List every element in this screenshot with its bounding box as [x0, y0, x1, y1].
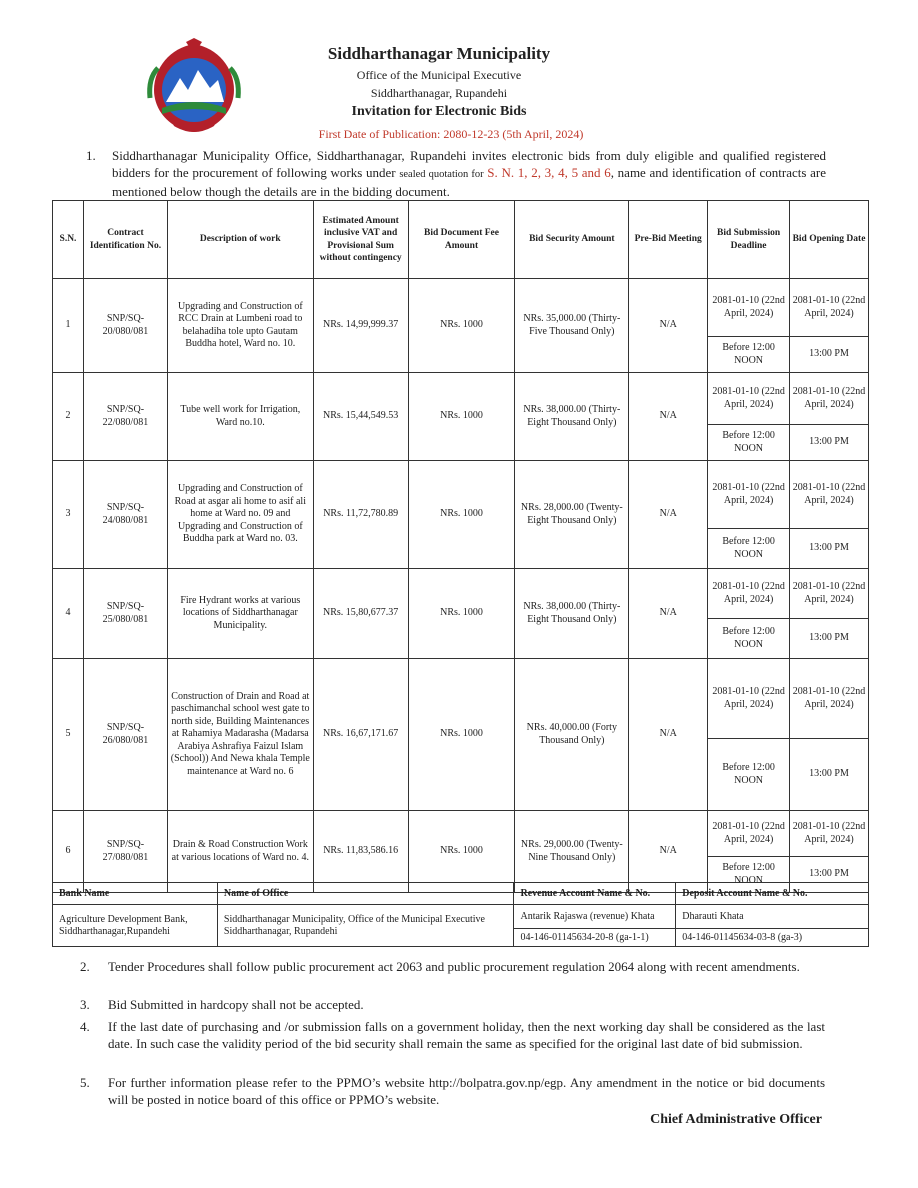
signature: Chief Administrative Officer — [650, 1112, 822, 1127]
table-row — [53, 569, 869, 619]
fee-cell: NRs. 1000 — [408, 659, 515, 811]
contract-cell: SNP/SQ-24/080/081 — [83, 461, 167, 569]
deadline-date-cell: 2081-01-10 (22nd April, 2024) — [708, 659, 790, 739]
security-cell: NRs. 38,000.00 (Thirty-Eight Thousand Only) — [515, 373, 629, 461]
description-cell: Tube well work for Irrigation, Ward no.10. — [167, 373, 313, 461]
estimate-cell: NRs. 16,67,171.67 — [313, 659, 408, 811]
security-cell: NRs. 28,000.00 (Twenty-Eight Thousand Only) — [515, 461, 629, 569]
note-5: 5. For further information please refer to the PPMO’s website http://bolpatra.gov.np/egp. Any amendment in the notice or bid documents will be posted in notice board of this office or PPMO’s website. — [80, 1075, 825, 1107]
header-security: Bid Security Amount — [515, 201, 629, 279]
estimate-cell: NRs. 11,83,586.16 — [313, 811, 408, 893]
deadline-date-cell: 2081-01-10 (22nd April, 2024) — [708, 279, 790, 337]
publication-date: First Date of Publication: 2080-12-23 (5th April, 2024) — [318, 127, 584, 141]
header-fee: Bid Document Fee Amount — [408, 201, 515, 279]
security-cell: NRs. 40,000.00 (Forty Thousand Only) — [515, 659, 629, 811]
contract-cell: SNP/SQ-26/080/081 — [83, 659, 167, 811]
opening-date-cell: 2081-01-10 (22nd April, 2024) — [790, 373, 869, 425]
deadline-time-cell: Before 12:00 NOON — [708, 857, 790, 893]
prebid-cell: N/A — [629, 279, 708, 373]
estimate-cell: NRs. 15,44,549.53 — [313, 373, 408, 461]
header-estimate: Estimated Amount inclusive VAT and Provisional Sum without contingency — [313, 201, 408, 279]
bids-table — [52, 200, 869, 893]
opening-time-cell: 13:00 PM — [790, 529, 869, 569]
opening-date-cell: 2081-01-10 (22nd April, 2024) — [790, 279, 869, 337]
deposit-header: Deposit Account Name & No. — [676, 883, 869, 905]
estimate-cell: NRs. 11,72,780.89 — [313, 461, 408, 569]
notice-title: Invitation for Electronic Bids — [351, 104, 527, 119]
page-title: Siddharthanagar Municipality — [327, 44, 551, 63]
estimate-cell: NRs. 15,80,677.37 — [313, 569, 408, 659]
note-3: 3. Bid Submitted in hardcopy shall not be accepted. — [80, 997, 364, 1012]
paragraph-1: 1. Siddharthanagar Municipality Office, Siddharthanagar, Rupandehi invites electronic bids from duly eligible and qualified registered bidders for the procurement of following works under sealed quotation for S. N. 1, 2, 3, 4, 5 and 6, name and identification of contracts are mentioned below though the details are in the bidding document. — [86, 148, 826, 199]
deadline-time-cell: Before 12:00 NOON — [708, 425, 790, 461]
office-line: Office of the Municipal Executive — [356, 68, 522, 82]
revenue-account-name: Antarik Rajaswa (revenue) Khata — [514, 905, 676, 929]
address-line: Siddharthanagar, Rupandehi — [370, 86, 508, 100]
description-cell: Fire Hydrant works at various locations of Siddharthanagar Municipality. — [167, 569, 313, 659]
deadline-time-cell: Before 12:00 NOON — [708, 619, 790, 659]
contract-cell: SNP/SQ-27/080/081 — [83, 811, 167, 893]
office-header: Name of Office — [217, 883, 514, 905]
fee-cell: NRs. 1000 — [408, 569, 515, 659]
opening-time-cell: 13:00 PM — [790, 739, 869, 811]
header-contract: Contract Identification No. — [83, 201, 167, 279]
deadline-time-cell: Before 12:00 NOON — [708, 337, 790, 373]
contract-cell: SNP/SQ-22/080/081 — [83, 373, 167, 461]
deposit-account-no: 04-146-01145634-03-8 (ga-3) — [676, 929, 869, 947]
fee-cell: NRs. 1000 — [408, 811, 515, 893]
header-deadline: Bid Submission Deadline — [708, 201, 790, 279]
sn-cell: 1 — [53, 279, 84, 373]
fee-cell: NRs. 1000 — [408, 373, 515, 461]
revenue-header: Revenue Account Name & No. — [514, 883, 676, 905]
deadline-time-cell: Before 12:00 NOON — [708, 529, 790, 569]
header-sn: S.N. — [53, 201, 84, 279]
table-row — [53, 811, 869, 857]
sn-cell: 6 — [53, 811, 84, 893]
opening-time-cell: 13:00 PM — [790, 425, 869, 461]
prebid-cell: N/A — [629, 373, 708, 461]
deadline-date-cell: 2081-01-10 (22nd April, 2024) — [708, 461, 790, 529]
office-name: Siddharthanagar Municipality, Office of the Municipal Executive Siddharthanagar, Rupandehi — [217, 905, 514, 947]
deposit-account-name: Dharauti Khata — [676, 905, 869, 929]
opening-date-cell: 2081-01-10 (22nd April, 2024) — [790, 569, 869, 619]
bank-name: Agriculture Development Bank, Siddharthanagar,Rupandehi — [53, 905, 218, 947]
description-cell: Construction of Drain and Road at paschimanchal school west gate to north side, Building Maintenances at Rahamiya Madarasha (Madarsa Arabiya Ashrafiya Faizul Islam (School)) And Newa khala Temple maintenance at Ward no. 6 — [167, 659, 313, 811]
header-prebid: Pre-Bid Meeting — [629, 201, 708, 279]
table-row — [53, 461, 869, 529]
table-row — [53, 279, 869, 337]
prebid-cell: N/A — [629, 659, 708, 811]
opening-time-cell: 13:00 PM — [790, 619, 869, 659]
fee-cell: NRs. 1000 — [408, 279, 515, 373]
sn-cell: 5 — [53, 659, 84, 811]
header-opening: Bid Opening Date — [790, 201, 869, 279]
opening-date-cell: 2081-01-10 (22nd April, 2024) — [790, 659, 869, 739]
deadline-date-cell: 2081-01-10 (22nd April, 2024) — [708, 569, 790, 619]
deadline-time-cell: Before 12:00 NOON — [708, 739, 790, 811]
prebid-cell: N/A — [629, 461, 708, 569]
sn-cell: 4 — [53, 569, 84, 659]
contract-cell: SNP/SQ-25/080/081 — [83, 569, 167, 659]
revenue-account-no: 04-146-01145634-20-8 (ga-1-1) — [514, 929, 676, 947]
bank-table — [52, 882, 869, 947]
sn-cell: 3 — [53, 461, 84, 569]
opening-time-cell: 13:00 PM — [790, 857, 869, 893]
sn-cell: 2 — [53, 373, 84, 461]
opening-date-cell: 2081-01-10 (22nd April, 2024) — [790, 811, 869, 857]
deadline-date-cell: 2081-01-10 (22nd April, 2024) — [708, 811, 790, 857]
estimate-cell: NRs. 14,99,999.37 — [313, 279, 408, 373]
table-row — [53, 373, 869, 425]
description-cell: Upgrading and Construction of Road at asgar ali home to asif ali home at Ward no. 09 and Upgrading and Construction of Buddha park at Ward no. 03. — [167, 461, 313, 569]
security-cell: NRs. 35,000.00 (Thirty-Five Thousand Only) — [515, 279, 629, 373]
table-row — [53, 659, 869, 739]
opening-time-cell: 13:00 PM — [790, 337, 869, 373]
deadline-date-cell: 2081-01-10 (22nd April, 2024) — [708, 373, 790, 425]
opening-date-cell: 2081-01-10 (22nd April, 2024) — [790, 461, 869, 529]
prebid-cell: N/A — [629, 811, 708, 893]
header-description: Description of work — [167, 201, 313, 279]
note-2: 2. Tender Procedures shall follow public procurement act 2063 and public procurement regulation 2064 along with recent amendments. — [80, 959, 800, 974]
bank-header: Bank Name — [53, 883, 218, 905]
note-4: 4. If the last date of purchasing and /or submission falls on a government holiday, then the next working day shall be considered as the last date. In such case the validity period of the bid security shall remain the same as specified for the original last date of bid submission. — [80, 1019, 825, 1051]
table-header-row — [53, 201, 869, 279]
description-cell: Upgrading and Construction of RCC Drain at Lumbeni road to belahadiha tole upto Gautam Buddha hotel, Ward no. 10. — [167, 279, 313, 373]
fee-cell: NRs. 1000 — [408, 461, 515, 569]
prebid-cell: N/A — [629, 569, 708, 659]
contract-cell: SNP/SQ-20/080/081 — [83, 279, 167, 373]
security-cell: NRs. 38,000.00 (Thirty-Eight Thousand Only) — [515, 569, 629, 659]
security-cell: NRs. 29,000.00 (Twenty-Nine Thousand Only) — [515, 811, 629, 893]
description-cell: Drain & Road Construction Work at various locations of Ward no. 4. — [167, 811, 313, 893]
